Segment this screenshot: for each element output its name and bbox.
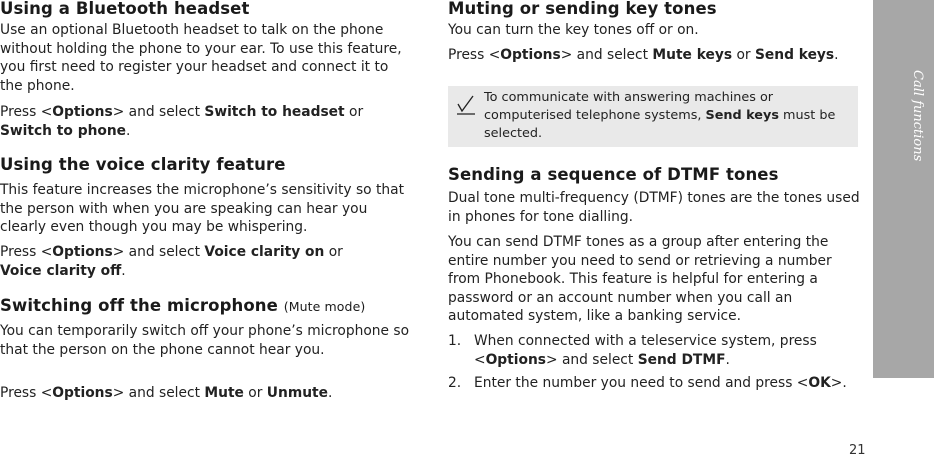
options-key: Options <box>52 104 113 120</box>
mute-keys-option: Mute keys <box>652 47 733 63</box>
options-key: Options <box>500 47 561 63</box>
ok-key: OK <box>808 375 831 391</box>
voice-clarity-on-option: Voice clarity on <box>204 244 325 260</box>
unmute-option: Unmute <box>266 385 328 401</box>
bluetooth-instruction: Press <Options> and select Switch to headset or Switch to phone. <box>0 104 364 139</box>
microphone-heading: Switching off the microphone (Mute mode) <box>0 296 366 315</box>
bluetooth-description: Use an optional Bluetooth headset to talk on the phone without holding the phone to your ear. To use this feature, you first need to register your headset and connect it to the phone. <box>0 22 402 94</box>
send-keys-option: Send keys <box>754 47 835 63</box>
section-tab-label: Call functions <box>910 70 925 162</box>
checkmark-note-icon <box>456 94 474 116</box>
muting-instruction: Press <Options> and select Mute keys or Send keys. <box>448 47 839 63</box>
mute-mode-subtitle: (Mute mode) <box>283 299 366 314</box>
step-text: Enter the number you need to send and press <OK>. <box>474 375 847 391</box>
dtmf-details: You can send DTMF tones as a group after entering the entire number you need to send or retrieving a number from Phonebook. This feature is helpful for entering a password or an account number when you call an automated system, like a banking service. <box>448 234 832 324</box>
options-key: Options <box>52 244 113 260</box>
microphone-instruction: Press <Options> and select Mute or Unmute. <box>0 385 333 401</box>
switch-to-headset-option: Switch to headset <box>204 104 345 120</box>
note-text: To communicate with answering machines or computerised telephone systems, Send keys must be selected. <box>484 90 836 141</box>
step-number: 2. <box>448 375 462 391</box>
options-key: Options <box>52 385 113 401</box>
voice-clarity-instruction: Press <Options> and select Voice clarity on or Voice clarity off. <box>0 244 343 279</box>
voice-clarity-heading: Using the voice clarity feature <box>0 155 286 174</box>
muting-description: You can turn the key tones off or on. <box>448 22 699 38</box>
dtmf-heading: Sending a sequence of DTMF tones <box>448 165 779 184</box>
step-number: 1. <box>448 333 462 349</box>
switch-to-phone-option: Switch to phone <box>0 122 127 139</box>
microphone-description: You can temporarily switch off your phone’s microphone so that the person on the phone cannot hear you. <box>0 323 410 358</box>
dtmf-description: Dual tone multi-frequency (DTMF) tones are the tones used in phones for tone dialling. <box>448 190 860 225</box>
mute-option: Mute <box>204 385 244 401</box>
step-text: When connected with a teleservice system, press <Options> and select Send DTMF. <box>474 333 817 368</box>
send-dtmf-option: Send DTMF <box>637 351 726 368</box>
voice-clarity-description: This feature increases the microphone’s sensitivity so that the person with when you are speaking can hear you clearly even though you may be whispering. <box>0 182 405 235</box>
note-box <box>448 86 858 147</box>
muting-heading: Muting or sending key tones <box>448 0 717 18</box>
bluetooth-heading: Using a Bluetooth headset <box>0 0 250 18</box>
page-number: 21 <box>849 443 866 458</box>
options-key: Options <box>485 351 547 368</box>
voice-clarity-off-option: Voice clarity off <box>0 262 122 279</box>
section-tab <box>873 0 934 378</box>
send-keys-emphasis: Send keys <box>705 108 779 123</box>
